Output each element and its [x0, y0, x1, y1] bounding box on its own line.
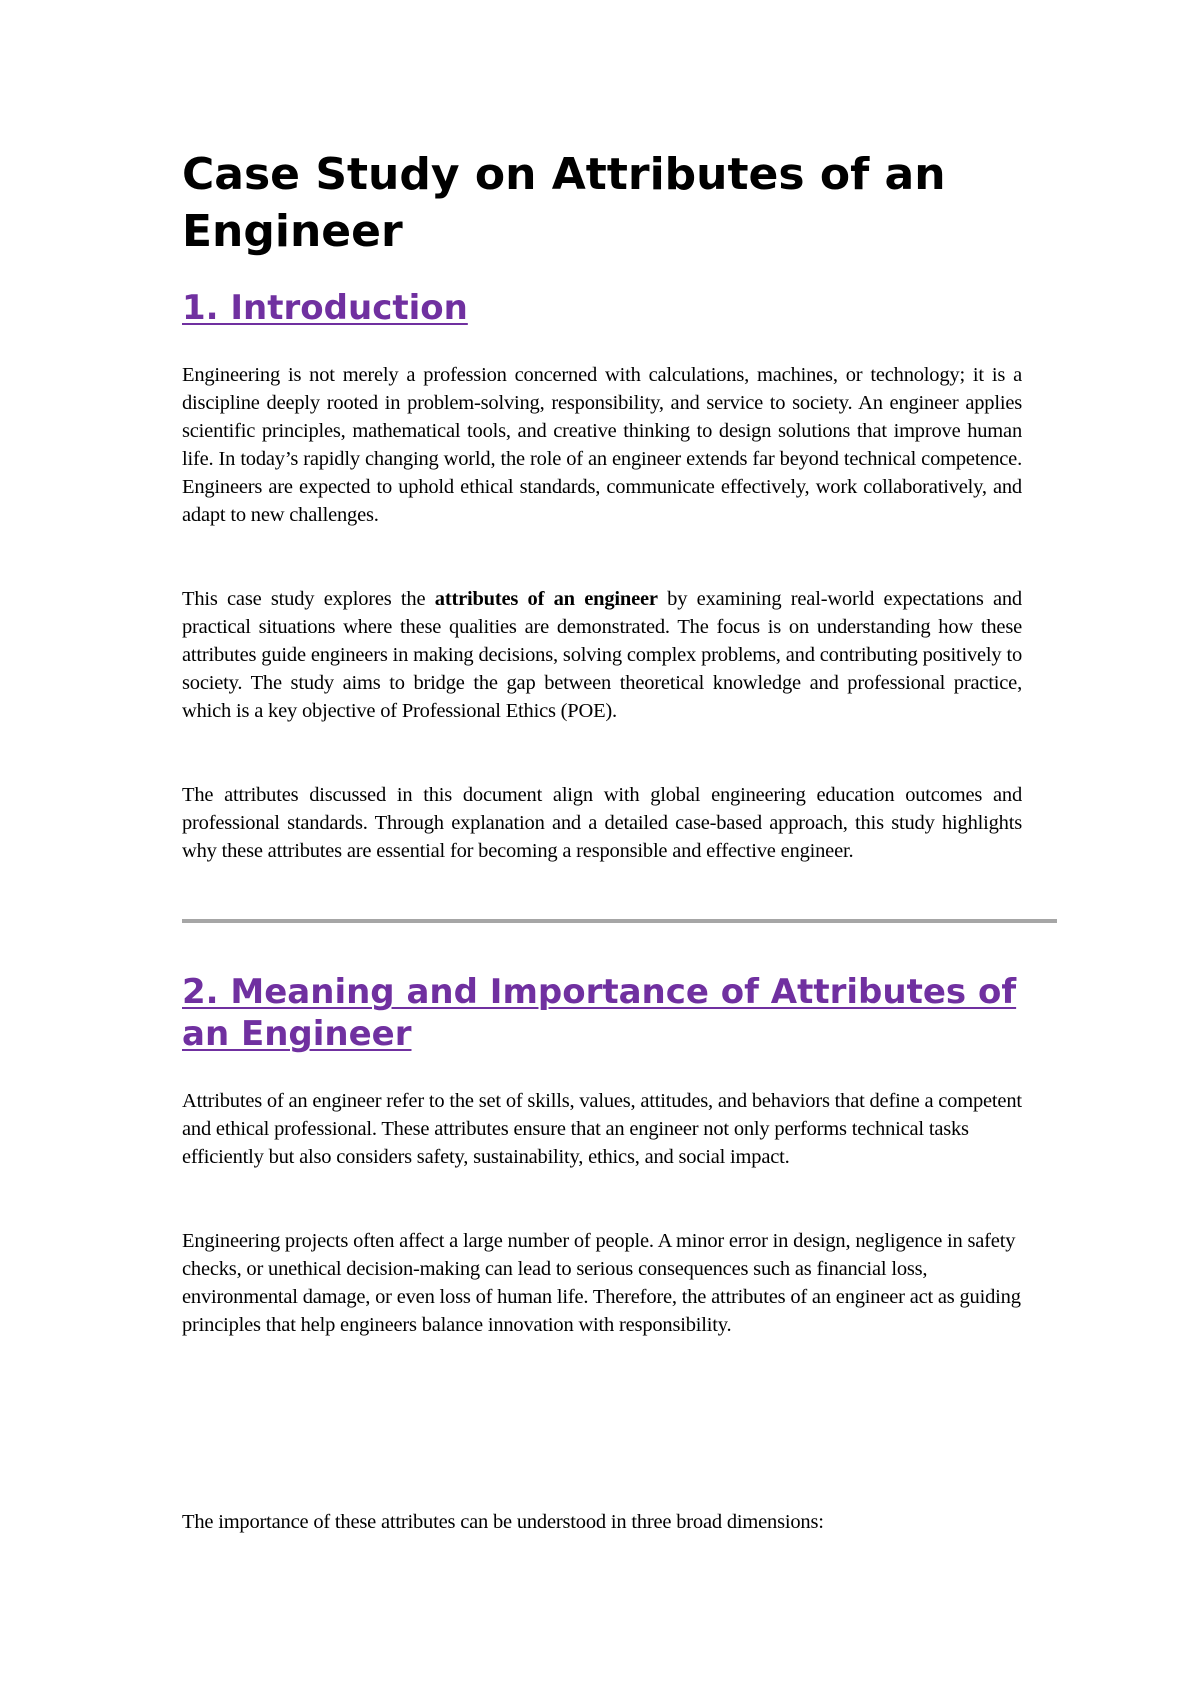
- intro-paragraph-2-rest: by examining real-world expectations and practical situations where these qualities are demonstrated. The focus is on understanding how these attributes guide engineers in making decisions, solving complex problems, and contributing positively to society. The study aims to bridge the gap between theoretical knowledge and professional practice, which is a key objective of Professional Ethics (POE).: [182, 588, 1022, 722]
- intro-paragraph-3: The attributes discussed in this document align with global engineering education outcomes and professional standards. Through explanation and a detailed case-based approach, this study highlights why these attributes are essential for becoming a responsible and effective engineer.: [182, 784, 1022, 862]
- meaning-paragraph-3: The importance of these attributes can be understood in three broad dimensions:: [182, 1511, 824, 1533]
- document-title: Case Study on Attributes of an Engineer: [182, 149, 946, 257]
- intro-paragraph-2: [182, 585, 1022, 725]
- meaning-paragraph-2: Engineering projects often affect a large number of people. A minor error in design, negligence in safety checks, or unethical decision-making can lead to serious consequences such as financial loss, environmental damage, or even loss of human life. Therefore, the attributes of an engineer act as guiding principles that help engineers balance innovation with responsibility.: [182, 1230, 1021, 1336]
- section-heading-introduction: 1. Introduction: [182, 288, 468, 328]
- intro-paragraph-2-emphasis: attributes of an engineer: [434, 588, 658, 610]
- meaning-paragraph-1: Attributes of an engineer refer to the set of skills, values, attitudes, and behaviors that define a competent and ethical professional. These attributes ensure that an engineer not only performs technical tasks efficiently but also considers safety, sustainability, ethics, and social impact.: [182, 1090, 1022, 1168]
- section-heading-meaning-importance: 2. Meaning and Importance of Attributes of an Engineer: [182, 972, 1017, 1054]
- intro-paragraph-2-lead: This case study explores the: [182, 588, 435, 610]
- horizontal-divider: [182, 919, 1057, 923]
- intro-paragraph-1: Engineering is not merely a profession concerned with calculations, machines, or technology; it is a discipline deeply rooted in problem-solving, responsibility, and service to society. An engineer applies scientific principles, mathematical tools, and creative thinking to design solutions that improve human life. In today’s rapidly changing world, the role of an engineer extends far beyond technical competence. Engineers are expected to uphold ethical standards, communicate effectively, work collaboratively, and adapt to new challenges.: [182, 364, 1022, 526]
